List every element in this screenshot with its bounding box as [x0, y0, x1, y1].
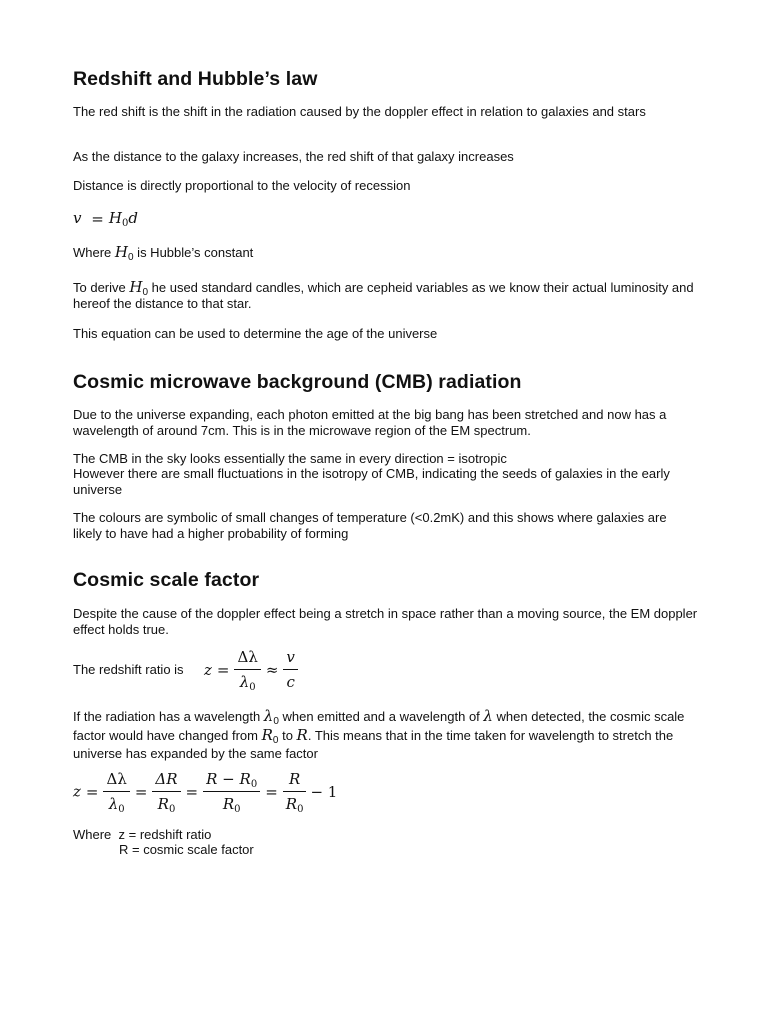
paragraph-age-universe: This equation can be used to determine the age of the universe	[73, 326, 438, 341]
heading-cosmic-scale-factor: Cosmic scale factor	[73, 569, 260, 591]
paragraph-cmb-isotropic: The CMB in the sky looks essentially the same in every direction = isotropic	[73, 451, 507, 466]
redshift-ratio-row	[73, 648, 298, 691]
equation-scale-factor: z = $\frac{\Delta\lambda}{\lambda_0}$ = $\frac{\Delta R}{R_0}$ = $\frac{R - R_0}{R_0}$ = $\frac{R}{R_0}$ − 1	[73, 770, 338, 815]
heading-redshift-hubble: Redshift and Hubble’s law	[73, 68, 318, 90]
equation-hubble-law: $v = H_0d$	[73, 209, 138, 229]
paragraph-redshift-definition: The red shift is the shift in the radiation caused by the doppler effect in relation to galaxies and stars	[73, 104, 646, 119]
paragraph-cmb-fluctuations: However there are small fluctuations in the isotropy of CMB, indicating the seeds of galaxies in the early universe	[73, 466, 670, 497]
where-cosmic-scale-factor: R = cosmic scale factor	[119, 842, 254, 857]
paragraph-hubble-constant: Where $H_0$ is Hubble’s constant	[73, 243, 254, 263]
paragraph-proportional: Distance is directly proportional to the velocity of recession	[73, 178, 411, 193]
paragraph-doppler-stretch: Despite the cause of the doppler effect being a stretch in space rather than a moving source, the EM doppler effect holds true.	[73, 606, 698, 637]
paragraph-cmb-colours: The colours are symbolic of small changes of temperature (<0.2mK) and this shows where galaxies are likely to have had a higher probability of forming	[73, 510, 667, 541]
heading-cmb: Cosmic microwave background (CMB) radiation	[73, 371, 522, 393]
paragraph-cmb-expansion: Due to the universe expanding, each photon emitted at the big bang has been stretched and now has a wavelength of around 7cm. This is in the microwave region of the EM spectrum.	[73, 407, 667, 438]
paragraph-distance-redshift: As the distance to the galaxy increases, the red shift of that galaxy increases	[73, 149, 514, 164]
paragraph-standard-candles: To derive $H_0$ he used standard candles, which are cepheid variables as we know their actual luminosity and hereof the distance to that star.	[73, 278, 694, 311]
equation-redshift-ratio: z = $\frac{\Delta\lambda}{\lambda_0}$ ≈ $\frac{v}{c}$	[204, 660, 298, 678]
where-redshift-ratio: Where z = redshift ratio	[73, 827, 212, 842]
redshift-ratio-label: The redshift ratio is	[73, 661, 184, 677]
paragraph-scale-factor-change: If the radiation has a wavelength $\lambda_0$ when emitted and a wavelength of λ when detected, the cosmic scale factor would have changed from $R_0$ to R. This means that in the time taken for wavelength to stretch the universe has expanded by the same factor	[73, 707, 685, 761]
